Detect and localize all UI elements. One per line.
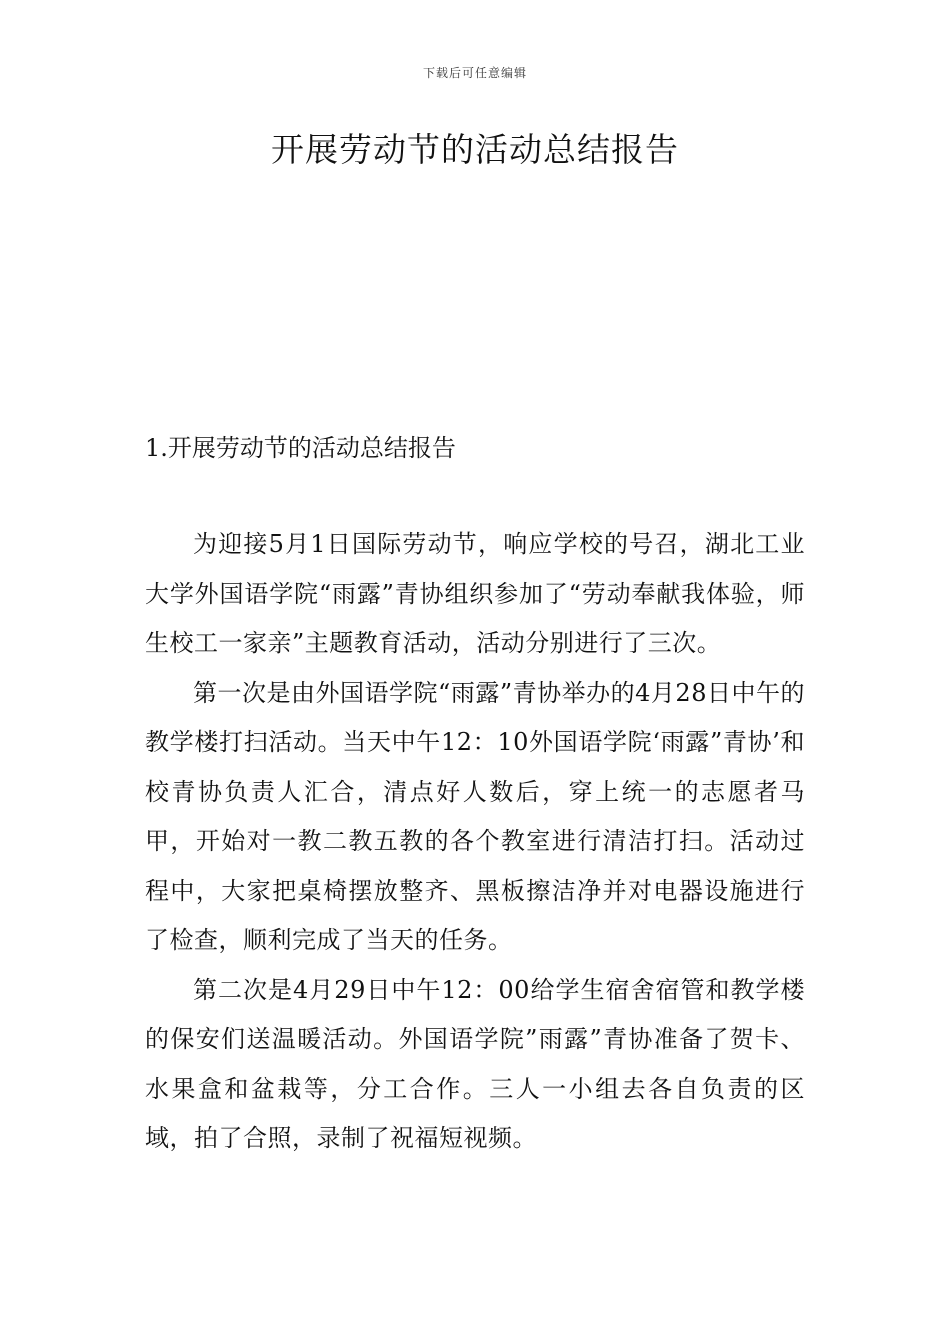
paragraph-first-activity: 第一次是由外国语学院“雨露”青协举办的4月28日中午的教学楼打扫活动。当天中午12：10外国语学院‘雨露”青协’和校青协负责人汇合，清点好人数后，穿上统一的志愿者马甲，开始对一教二教五教的各个教室进行清洁打扫。活动过程中，大家把桌椅摆放整齐、黑板擦洁净并对电器设施进行了检查，顺利完成了当天的任务。 [145,678,805,954]
document-body [145,428,805,1164]
header-note: 下载后可任意编辑 [422,66,527,80]
paragraph-second-activity: 第二次是4月29日中午12：00给学生宿舍宿管和教学楼的保安们送温暖活动。外国语学院”雨露”青协准备了贺卡、水果盒和盆栽等，分工合作。三人一小组去各自负责的区域，拍了合照，录制了祝福短视频。 [145,975,805,1152]
section-heading: 1.开展劳动节的活动总结报告 [145,434,456,462]
document-title: 开展劳动节的活动总结报告 [271,130,679,169]
paragraph-intro: 为迎接5月1日国际劳动节，响应学校的号召，湖北工业大学外国语学院“雨露”青协组织参加了“劳动奉献我体验，师生校工一家亲”主题教育活动，活动分别进行了三次。 [145,530,805,657]
